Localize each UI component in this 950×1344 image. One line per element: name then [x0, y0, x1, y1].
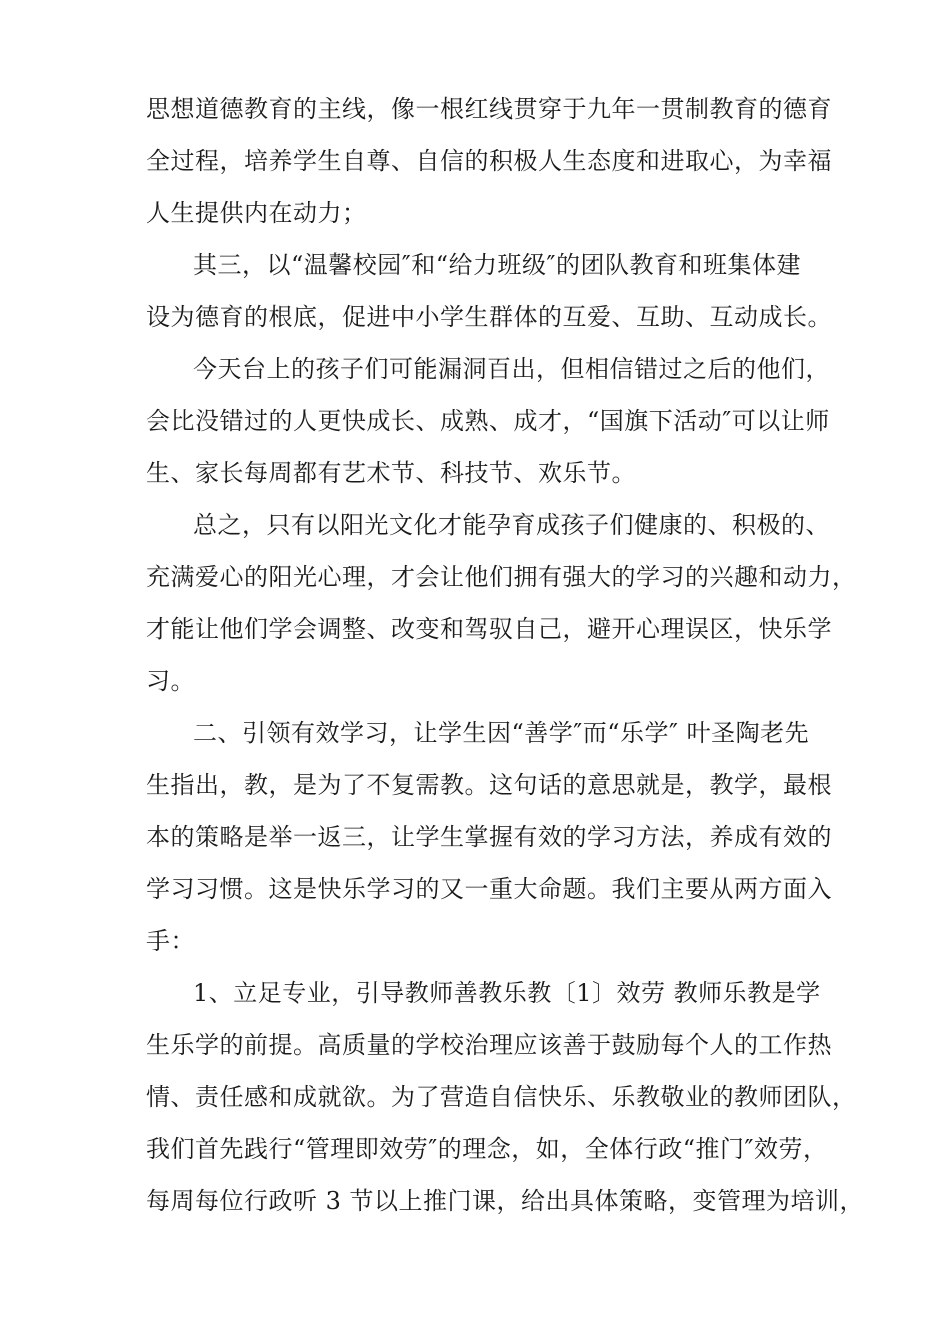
paragraph-start-line: 其三，以“温馨校园″和“给力班级″的团队教育和班集体建 — [193, 251, 801, 279]
text-line: 每周每位行政听 3 节以上推门课，给出具体策略，变管理为培训， — [146, 1187, 865, 1215]
text-line: 生乐学的前提。高质量的学校治理应该善于鼓励每个人的工作热 — [146, 1031, 832, 1059]
paragraph-start-line: 二、引领有效学习，让学生因“善学″而“乐学″ 叶圣陶老先 — [193, 719, 810, 747]
paragraph-start-line: 1、立足专业，引导教师善教乐教〔1〕效劳 教师乐教是学 — [193, 979, 821, 1007]
text-line: 思想道德教育的主线，像一根红线贯穿于九年一贯制教育的德育 — [146, 95, 832, 123]
text-line: 生指出，教，是为了不复需教。这句话的意思就是，教学，最根 — [146, 771, 832, 799]
paragraph-start-line: 今天台上的孩子们可能漏洞百出，但相信错过之后的他们， — [193, 355, 830, 383]
text-line: 设为德育的根底，促进中小学生群体的互爱、互助、互动成长。 — [146, 303, 832, 331]
text-line: 我们首先践行“管理即效劳″的理念，如，全体行政“推门″效劳， — [146, 1135, 828, 1163]
text-line: 才能让他们学会调整、改变和驾驭自己，避开心理误区，快乐学 — [146, 615, 832, 643]
text-line: 全过程，培养学生自尊、自信的积极人生态度和进取心，为幸福 — [146, 147, 832, 175]
text-line: 手： — [146, 927, 195, 955]
text-line: 生、家长每周都有艺术节、科技节、欢乐节。 — [146, 459, 636, 487]
text-line: 情、责任感和成就欲。为了营造自信快乐、乐教敬业的教师团队， — [146, 1083, 857, 1111]
text-line: 学习习惯。这是快乐学习的又一重大命题。我们主要从两方面入 — [146, 875, 832, 903]
paragraph-start-line: 总之，只有以阳光文化才能孕育成孩子们健康的、积极的、 — [193, 511, 830, 539]
text-line: 本的策略是举一返三，让学生掌握有效的学习方法，养成有效的 — [146, 823, 832, 851]
text-line: 人生提供内在动力； — [146, 199, 367, 227]
text-line: 充满爱心的阳光心理，才会让他们拥有强大的学习的兴趣和动力， — [146, 563, 857, 591]
text-line: 会比没错过的人更快成长、成熟、成才，“国旗下活动″可以让师 — [146, 407, 830, 435]
text-line: 习。 — [146, 667, 195, 695]
